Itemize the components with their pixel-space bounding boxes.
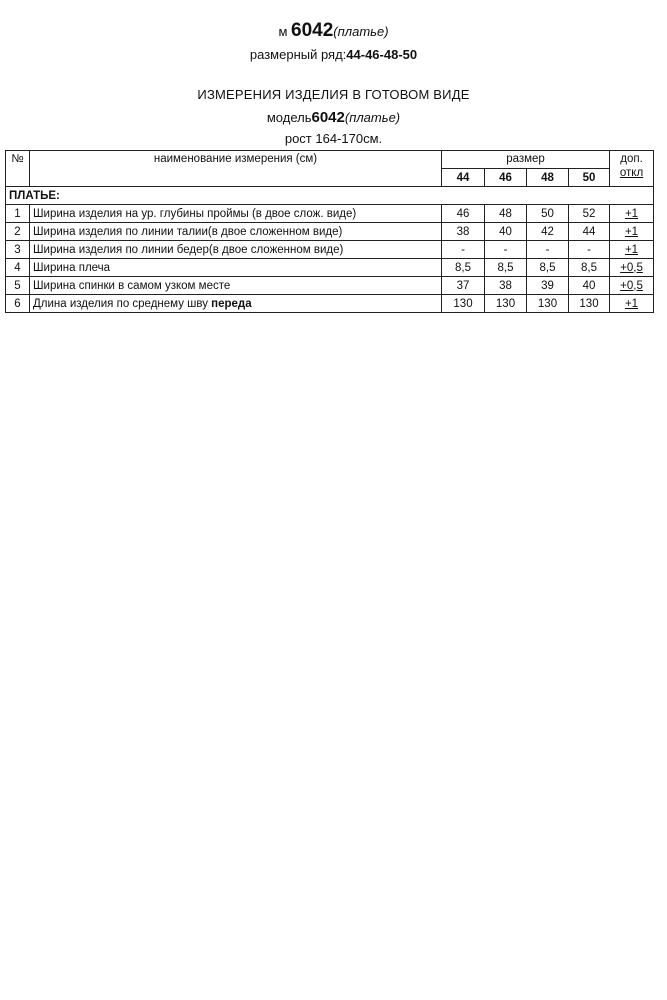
model-label: модель xyxy=(266,110,312,125)
row-value-46: 40 xyxy=(485,223,527,241)
row-value-46: 8,5 xyxy=(485,259,527,277)
table-row xyxy=(6,241,654,259)
col-header-tolerance-2: откл xyxy=(619,167,644,179)
row-no: 1 xyxy=(6,205,30,223)
row-value-44: 46 xyxy=(442,205,485,223)
row-name-text: Ширина изделия по линии талии(в двое сложенном виде) xyxy=(33,225,343,238)
row-value-50: - xyxy=(569,241,610,259)
model-number: 6042 xyxy=(291,20,334,41)
measurements-table xyxy=(5,150,654,313)
row-tolerance xyxy=(610,241,654,259)
row-name-bold: переда xyxy=(211,297,252,310)
col-header-name: наименование измерения (см) xyxy=(30,151,442,187)
row-tolerance-value: +1 xyxy=(624,297,639,310)
table-row xyxy=(6,277,654,295)
row-value-44: 38 xyxy=(442,223,485,241)
row-tolerance-value: +1 xyxy=(624,207,639,220)
row-no: 4 xyxy=(6,259,30,277)
row-name-text: Ширина плеча xyxy=(33,261,111,274)
row-tolerance xyxy=(610,295,654,313)
row-tolerance-value: +0,5 xyxy=(620,279,643,292)
section-label: ПЛАТЬЕ: xyxy=(6,187,654,205)
table-row xyxy=(6,295,654,313)
row-value-46: 38 xyxy=(485,277,527,295)
model-prefix: м xyxy=(278,24,288,39)
row-tolerance xyxy=(610,259,654,277)
row-tolerance xyxy=(610,277,654,295)
row-tolerance-value: +1 xyxy=(624,243,639,256)
row-value-48: 130 xyxy=(527,295,569,313)
row-tolerance-value: +0,5 xyxy=(620,261,643,274)
row-value-48: 39 xyxy=(527,277,569,295)
model-number-2: 6042 xyxy=(311,109,345,126)
col-header-tolerance xyxy=(610,151,654,187)
row-value-44: - xyxy=(442,241,485,259)
row-value-50: 130 xyxy=(569,295,610,313)
col-header-no: № xyxy=(6,151,30,187)
size-header-50: 50 xyxy=(569,169,610,187)
table-header-row xyxy=(6,151,654,169)
row-value-48: 42 xyxy=(527,223,569,241)
row-name-text: Ширина изделия по линии бедер(в двое сложенном виде) xyxy=(33,243,344,256)
row-name xyxy=(30,241,442,259)
row-no: 5 xyxy=(6,277,30,295)
row-name-text: Ширина спинки в самом узком месте xyxy=(33,279,231,292)
section-row xyxy=(6,187,654,205)
size-header-44: 44 xyxy=(442,169,485,187)
table-row xyxy=(6,205,654,223)
col-header-tolerance-1: доп. xyxy=(620,153,643,165)
size-range-label: размерный ряд: xyxy=(249,47,347,62)
row-value-46: - xyxy=(485,241,527,259)
row-name xyxy=(30,259,442,277)
size-header-48: 48 xyxy=(527,169,569,187)
model-line xyxy=(0,109,667,126)
table-row xyxy=(6,223,654,241)
row-tolerance xyxy=(610,223,654,241)
row-value-50: 8,5 xyxy=(569,259,610,277)
row-value-44: 37 xyxy=(442,277,485,295)
row-value-46: 130 xyxy=(485,295,527,313)
row-value-46: 48 xyxy=(485,205,527,223)
row-no: 3 xyxy=(6,241,30,259)
size-range-line xyxy=(0,47,667,62)
row-name xyxy=(30,295,442,313)
row-value-50: 44 xyxy=(569,223,610,241)
row-value-50: 52 xyxy=(569,205,610,223)
row-value-50: 40 xyxy=(569,277,610,295)
row-value-44: 130 xyxy=(442,295,485,313)
row-name xyxy=(30,205,442,223)
row-tolerance-value: +1 xyxy=(624,225,639,238)
size-header-46: 46 xyxy=(485,169,527,187)
row-name-text: Ширина изделия на ур. глубины проймы (в двое слож. виде) xyxy=(33,207,357,220)
row-no: 6 xyxy=(6,295,30,313)
model-heading xyxy=(0,20,667,42)
row-value-48: - xyxy=(527,241,569,259)
model-type: (платье) xyxy=(333,24,389,39)
row-no: 2 xyxy=(6,223,30,241)
row-name xyxy=(30,223,442,241)
row-tolerance xyxy=(610,205,654,223)
height-line: рост 164-170см. xyxy=(284,131,383,146)
size-range-value: 44-46-48-50 xyxy=(346,47,418,62)
row-value-48: 50 xyxy=(527,205,569,223)
model-type-2: (платье) xyxy=(344,110,401,125)
row-name xyxy=(30,277,442,295)
col-header-size: размер xyxy=(442,151,610,169)
row-name-text: Длина изделия по среднему шву xyxy=(33,297,212,310)
row-value-48: 8,5 xyxy=(527,259,569,277)
table-row xyxy=(6,259,654,277)
document-title: ИЗМЕРЕНИЯ ИЗДЕЛИЯ В ГОТОВОМ ВИДЕ xyxy=(197,87,470,102)
row-value-44: 8,5 xyxy=(442,259,485,277)
